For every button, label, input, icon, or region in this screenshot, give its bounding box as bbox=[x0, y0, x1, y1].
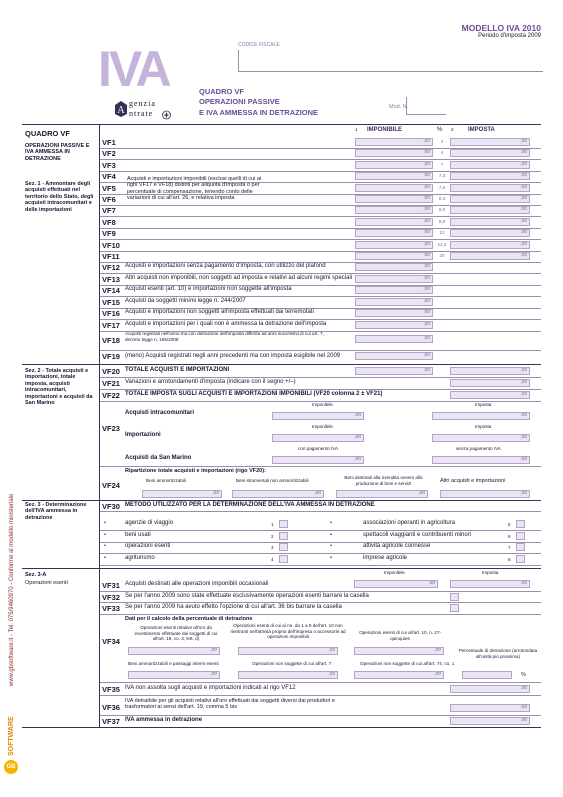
vf19-text: (meno) Acquisti registrati negli anni precedenti ma con imposta esigibile nel 2009 bbox=[125, 353, 341, 359]
vf-imponibile[interactable]: ,00 bbox=[355, 252, 433, 260]
vf-imposta[interactable]: ,00 bbox=[450, 241, 530, 249]
sez3a-label: Sez. 3-A bbox=[25, 572, 47, 578]
agenzia-entrate-logo bbox=[114, 98, 174, 122]
vf34-c4[interactable]: ,00 bbox=[128, 671, 220, 679]
vf-code: VF10 bbox=[102, 240, 120, 250]
vf-aliquota: 7,5 bbox=[438, 184, 446, 190]
method-bullet: • bbox=[104, 543, 106, 549]
codice-fiscale-label: CODICE FISCALE bbox=[238, 42, 280, 48]
vf-aliquota: 7 bbox=[440, 161, 444, 167]
sez1-label: Sez. 1 - Ammontare degli acquisti effettuati nel territorio dello Stato, degli acquisti intracomunitari e delle importazioni bbox=[25, 181, 94, 213]
vf-imponibile[interactable]: ,00 bbox=[355, 229, 433, 237]
method-right-checkbox[interactable] bbox=[516, 532, 525, 540]
vf1-11-description: Acquisti e importazioni imponibili (esclusi quelli di cui ai righi VF17 e VF18) distinti per aliquota d'imposta o per percentuale di compensazione, tenendo conto delle variazioni di cui all'art. 26, e relativa imposta bbox=[127, 176, 262, 202]
vf34-c3[interactable]: ,00 bbox=[354, 647, 444, 655]
vf20-imposta[interactable]: ,00 bbox=[450, 367, 530, 375]
vf-aliquota: 12,3 bbox=[437, 241, 447, 247]
vf-code: VF1 bbox=[102, 138, 116, 147]
vf31-imponibile[interactable]: ,00 bbox=[354, 580, 438, 588]
vf-imposta[interactable]: ,00 bbox=[450, 218, 530, 226]
vf-code: VF16 bbox=[102, 309, 120, 318]
vf32-text: Se per l'anno 2009 sono state effettuate esclusivamente operazioni esenti barrare la casella bbox=[125, 593, 369, 599]
method-bullet: • bbox=[330, 531, 332, 538]
vf37-amount[interactable]: ,00 bbox=[450, 717, 530, 725]
vf-aliquota: 8,5 bbox=[438, 207, 446, 213]
method-num: 8 bbox=[508, 556, 511, 562]
period-label: Periodo d'imposta 2009 bbox=[478, 33, 541, 39]
vf18-text: Acquisti registrati nell'anno ma con detrazione dell'imposta differita ad anni successivi di cui art. 7, decreto legge n. 185/2008 bbox=[125, 331, 324, 342]
vf-code: VF5 bbox=[102, 183, 116, 193]
method-num: 4 bbox=[271, 556, 274, 562]
logo-letters: IVA bbox=[98, 41, 169, 97]
vf23-sm-con[interactable]: ,00 bbox=[272, 456, 364, 464]
vf23-import-imponibile[interactable]: ,00 bbox=[272, 434, 364, 442]
method-num: 7 bbox=[508, 545, 511, 550]
agency-line1: genzia bbox=[129, 99, 156, 108]
agency-line2: ntrate bbox=[129, 109, 154, 118]
vf33-text: Se per l'anno 2009 ha avuto effetto l'opzione di cui all'art. 36 bis barrare la casella bbox=[125, 604, 342, 610]
vf20-imponibile[interactable]: ,00 bbox=[355, 367, 433, 375]
method-bullet: • bbox=[330, 543, 332, 549]
vf-imponibile[interactable]: ,00 bbox=[355, 241, 433, 249]
method-bullet: • bbox=[104, 531, 106, 538]
method-num: 6 bbox=[508, 533, 511, 539]
vf-code: VF6 bbox=[102, 195, 116, 204]
vf-imposta[interactable]: ,00 bbox=[450, 172, 530, 180]
side-info-text: www.gbsoftware.it - Tel. 075/9460970 - Conforme al modello ministeriale bbox=[9, 493, 15, 686]
vf19-amount[interactable]: ,00 bbox=[355, 352, 433, 360]
vf23-import-imposta[interactable]: ,00 bbox=[432, 434, 530, 442]
vf37-text: IVA ammessa in detrazione bbox=[125, 717, 203, 723]
method-right: associazioni operanti in agricoltura bbox=[363, 520, 456, 526]
vf34-c2[interactable]: ,00 bbox=[238, 647, 338, 655]
vf-code: VF15 bbox=[102, 297, 120, 307]
model-title: MODELLO IVA 2010 bbox=[461, 23, 541, 33]
vf33-checkbox[interactable] bbox=[450, 604, 459, 612]
vf-imposta[interactable]: ,00 bbox=[450, 138, 530, 146]
vf-aliquota: 8,3 bbox=[438, 196, 446, 201]
vf-imponibile[interactable]: ,00 bbox=[355, 149, 433, 157]
vf-amount[interactable]: ,00 bbox=[355, 298, 433, 306]
vf-code: VF14 bbox=[102, 286, 120, 295]
vf-imposta[interactable]: ,00 bbox=[450, 206, 530, 214]
method-right: spettacoli viaggianti e contribuenti minori bbox=[363, 531, 472, 538]
sez2-label: Sez. 2 - Totale acquisti e importazioni, totale imposta, acquisti intracomunitari, importazioni e acquisti da San Marino bbox=[25, 368, 93, 407]
vf-aliquota: 4 bbox=[440, 150, 444, 156]
gb-logo-icon: GB bbox=[4, 760, 18, 774]
vf21-text: Variazioni e arrotondamenti d'imposta (indicare con il segno +/–) bbox=[125, 379, 296, 385]
vf-imponibile[interactable]: ,00 bbox=[355, 195, 433, 203]
method-left: agriturismo bbox=[125, 554, 155, 561]
vf-code: VF4 bbox=[102, 172, 116, 182]
vf-aliquota: 8,8 bbox=[438, 218, 446, 224]
vf34-perc[interactable] bbox=[462, 671, 512, 679]
method-bullet: • bbox=[104, 520, 106, 526]
vf30-text: METODO UTILIZZATO PER LA DETERMINAZIONE DELL'IVA AMMESSA IN DETRAZIONE bbox=[125, 502, 375, 508]
vf-aliquota: 10 bbox=[439, 230, 445, 236]
vf32-checkbox[interactable] bbox=[450, 593, 459, 601]
vf23-intra: Acquisti intracomunitari bbox=[125, 410, 195, 416]
vf23-intra-imponibile[interactable]: ,00 bbox=[272, 412, 364, 420]
vf-row-text: Acquisti e importazioni non soggetti all'imposta effettuati dai terremotati bbox=[125, 309, 314, 315]
vf34-title: Dati per il calcolo della percentuale di detrazione bbox=[125, 616, 253, 622]
vf-code: VF17 bbox=[102, 320, 120, 330]
method-left: agenzie di viaggio bbox=[125, 520, 174, 526]
col-imponibile: IMPONIBILE bbox=[367, 127, 403, 133]
title-operazioni: OPERAZIONI PASSIVE bbox=[199, 97, 280, 106]
vf-code: VF8 bbox=[102, 217, 116, 227]
state-emblem-icon bbox=[162, 110, 171, 120]
vf-amount[interactable]: ,00 bbox=[355, 321, 433, 329]
vf35-amount[interactable]: ,00 bbox=[450, 685, 530, 693]
vf-imposta[interactable]: ,00 bbox=[450, 195, 530, 203]
vf24-title: Ripartizione totale acquisti e importazioni (rigo VF20): bbox=[125, 468, 266, 474]
method-right: imprese agricole bbox=[363, 554, 408, 561]
vf-amount[interactable]: ,00 bbox=[355, 275, 433, 283]
method-right-checkbox[interactable] bbox=[516, 520, 525, 528]
vf-row-text: Acquisti esenti (art. 10) e importazioni non soggette all'imposta bbox=[125, 286, 292, 292]
quadro-sub: OPERAZIONI PASSIVE E IVA AMMESSA IN DETRAZIONE bbox=[25, 143, 90, 162]
vf-aliquota: 2 bbox=[440, 139, 444, 144]
vf-amount[interactable]: ,00 bbox=[355, 263, 433, 271]
vf34-c5[interactable]: ,00 bbox=[238, 671, 338, 679]
vf24-c4[interactable]: ,00 bbox=[440, 490, 530, 498]
agency-emblem-icon bbox=[114, 100, 128, 118]
row-divider bbox=[100, 565, 541, 566]
vf35-text: IVA non assolta sugli acquisti e importazioni indicati al rigo VF12 bbox=[125, 685, 296, 691]
method-left-checkbox[interactable] bbox=[279, 555, 288, 563]
vf18-amount[interactable]: ,00 bbox=[355, 335, 433, 343]
vf-imposta[interactable]: ,00 bbox=[450, 229, 530, 237]
mod-n-label: Mod. N. bbox=[389, 104, 409, 110]
col-pct: % bbox=[437, 127, 443, 133]
vf21-imposta[interactable]: ,00 bbox=[450, 379, 530, 387]
vf34-c6[interactable]: ,00 bbox=[354, 671, 444, 679]
method-left: beni usati bbox=[125, 531, 151, 538]
vf23-sm: Acquisti da San Marino bbox=[125, 455, 192, 461]
vf-imponibile[interactable]: ,00 bbox=[355, 172, 433, 180]
row-divider bbox=[100, 530, 541, 531]
vf24-c2[interactable]: ,00 bbox=[232, 490, 324, 498]
method-num: 2 bbox=[271, 533, 274, 539]
vf-code: VF13 bbox=[102, 274, 120, 284]
vf-amount[interactable]: ,00 bbox=[355, 286, 433, 294]
vf-amount[interactable]: ,00 bbox=[355, 309, 433, 317]
method-num: 1 bbox=[271, 522, 274, 527]
vf36-amount[interactable]: ,00 bbox=[450, 704, 530, 712]
method-left-checkbox[interactable] bbox=[279, 543, 288, 551]
vf-row-text: Altri acquisti non imponibili, non soggetti ad imposta e relativi ad alcuni regimi speciali bbox=[125, 274, 353, 281]
vf31-text: Acquisti destinati alle operazioni imponibili occasionali bbox=[125, 581, 269, 587]
vf-code: VF9 bbox=[102, 229, 116, 239]
vf-imponibile[interactable]: ,00 bbox=[355, 138, 433, 146]
vf-row-text: Acquisti da soggetti minimi legge n. 244/2007 bbox=[125, 297, 246, 304]
col-imposta: IMPOSTA bbox=[468, 127, 495, 133]
row-divider bbox=[100, 553, 541, 554]
svg-text:A: A bbox=[117, 105, 125, 116]
method-bullet: • bbox=[330, 554, 332, 561]
vf22-text: TOTALE IMPOSTA SUGLI ACQUISTI E IMPORTAZIONI IMPONIBILI (VF20 colonna 2 ± VF21) bbox=[125, 391, 383, 397]
vf-imposta[interactable]: ,00 bbox=[450, 161, 530, 169]
vf-imponibile[interactable]: ,00 bbox=[355, 218, 433, 226]
vf-row-text: Acquisti e importazioni per i quali non è ammessa la detrazione dell'imposta bbox=[125, 320, 327, 327]
method-num: 5 bbox=[508, 522, 511, 527]
method-bullet: • bbox=[330, 520, 332, 526]
method-left-checkbox[interactable] bbox=[279, 520, 288, 528]
vf-aliquota: 20 bbox=[439, 253, 445, 258]
method-left: operazioni esenti bbox=[125, 543, 171, 549]
method-right-checkbox[interactable] bbox=[516, 543, 525, 551]
sez3a-sub: Operazioni esenti bbox=[25, 580, 68, 586]
vf23-intra-imposta[interactable]: ,00 bbox=[432, 412, 530, 420]
vf22-imposta[interactable]: ,00 bbox=[450, 391, 530, 399]
vf-code: VF2 bbox=[102, 149, 116, 159]
vf23-sm-senza[interactable]: ,00 bbox=[432, 456, 530, 464]
vf-imposta[interactable]: ,00 bbox=[450, 149, 530, 157]
brand-software: SOFTWARE bbox=[8, 716, 15, 756]
vf-imponibile[interactable]: ,00 bbox=[355, 161, 433, 169]
vf-imponibile[interactable]: ,00 bbox=[355, 206, 433, 214]
vf34-c1[interactable]: ,00 bbox=[128, 647, 220, 655]
vf24-c1[interactable]: ,00 bbox=[142, 490, 222, 498]
vf-code: VF12 bbox=[102, 263, 120, 272]
vf31-imposta[interactable]: ,00 bbox=[450, 580, 530, 588]
vf-code: VF7 bbox=[102, 206, 116, 216]
vf-aliquota: 7,3 bbox=[438, 173, 446, 179]
mod-n-field[interactable] bbox=[406, 97, 446, 115]
vf23-import: Importazioni bbox=[125, 432, 161, 438]
method-right-checkbox[interactable] bbox=[516, 555, 525, 563]
method-num: 3 bbox=[271, 545, 274, 550]
vf24-c3[interactable]: ,00 bbox=[336, 490, 428, 498]
vf-imposta[interactable]: ,00 bbox=[450, 252, 530, 260]
method-bullet: • bbox=[104, 554, 106, 561]
codice-fiscale-field[interactable] bbox=[238, 50, 543, 72]
vf20-text: TOTALE ACQUISTI E IMPORTAZIONI bbox=[125, 367, 230, 373]
vf-code: VF3 bbox=[102, 160, 116, 170]
vf-code: VF11 bbox=[102, 252, 120, 261]
title-iva-ammessa: E IVA AMMESSA IN DETRAZIONE bbox=[199, 108, 319, 117]
method-right: attività agricole connesse bbox=[363, 543, 431, 549]
title-quadro: QUADRO VF bbox=[199, 87, 244, 96]
vf36-text: IVA detraibile per gli acquisti relativi all'oro effettuati dai soggetti diversi dai produttori e trasformatori ai sensi dell'art. 19, comma 5 bis bbox=[125, 698, 335, 711]
vf-imposta[interactable]: ,00 bbox=[450, 184, 530, 192]
vf-row-text: Acquisti e importazioni senza pagamento d'imposta, con utilizzo del plafond bbox=[125, 263, 326, 269]
iva-logo bbox=[98, 40, 168, 100]
vf-imponibile[interactable]: ,00 bbox=[355, 184, 433, 192]
method-left-checkbox[interactable] bbox=[279, 532, 288, 540]
sez3-label: Sez. 3 - Determinazione dell'IVA ammessa in detrazione bbox=[25, 502, 87, 521]
quadro-label: QUADRO VF bbox=[25, 129, 70, 138]
